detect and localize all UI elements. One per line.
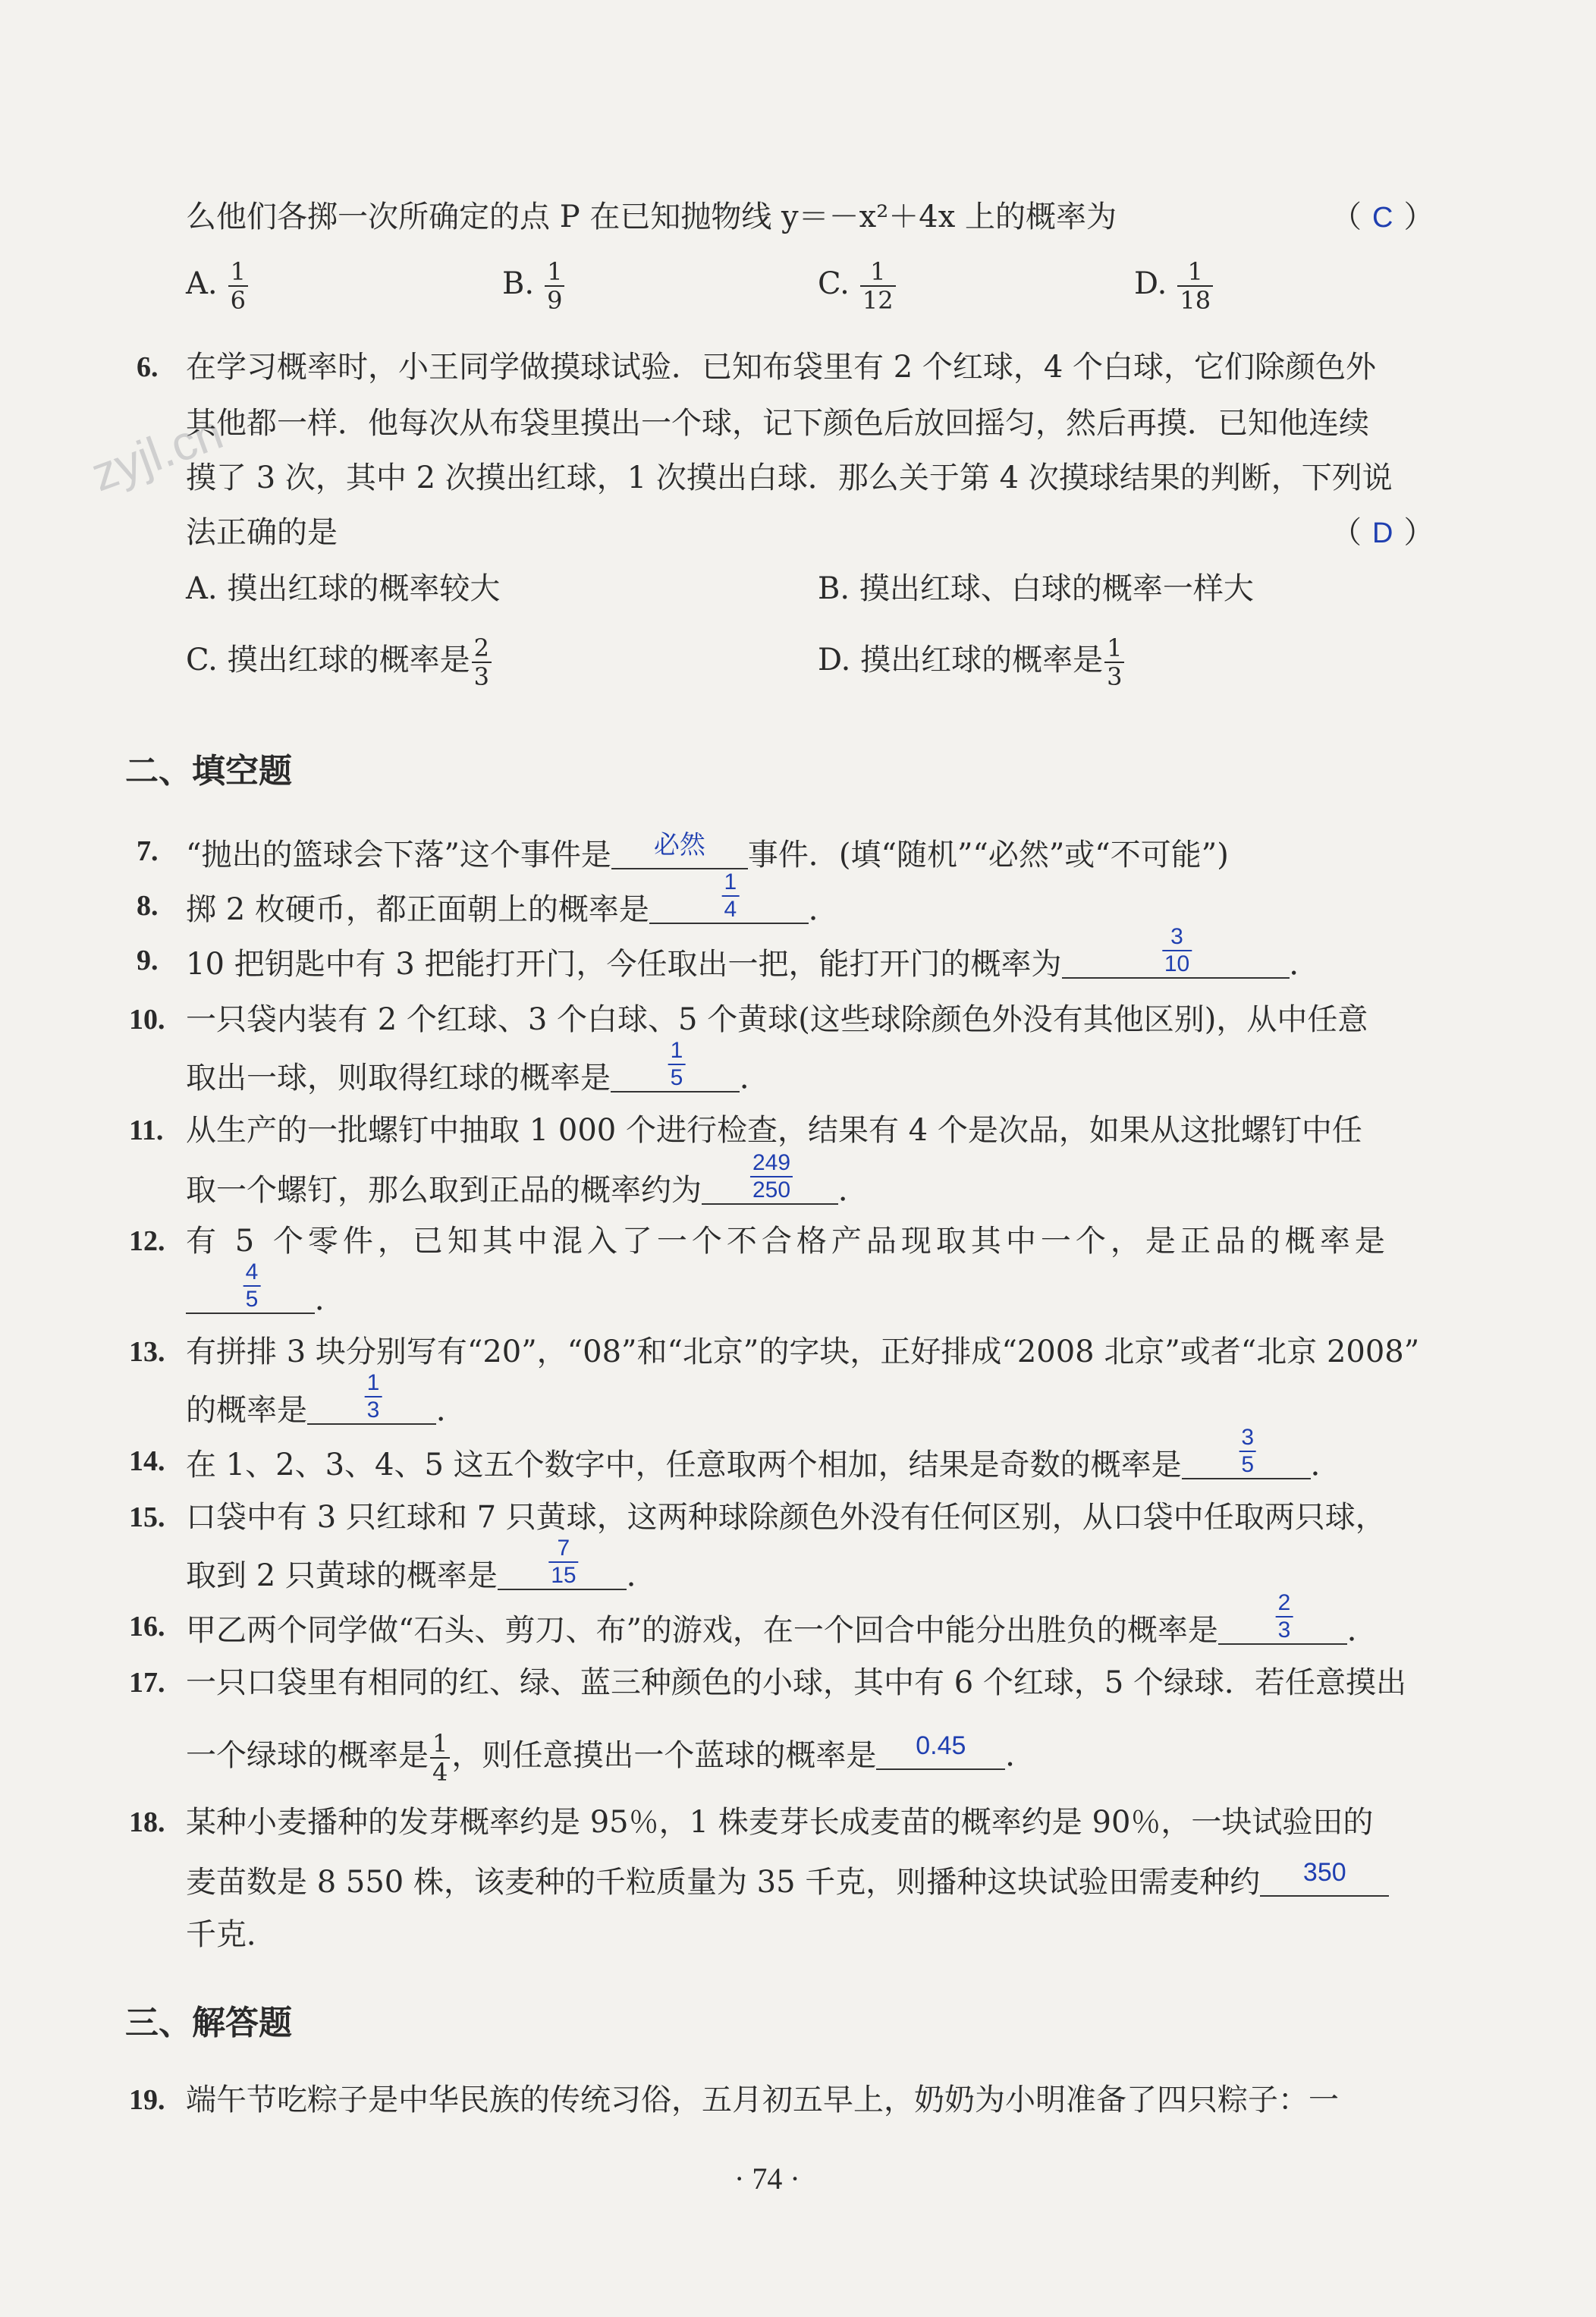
q14-number: 14.	[129, 1445, 165, 1477]
q6-number: 6.	[137, 351, 159, 383]
q16-blank	[1218, 1590, 1347, 1645]
q12-blank	[186, 1259, 315, 1314]
q16-text: 甲乙两个同学做“石头、剪刀、布”的游戏，在一个回合中能分出胜负的概率是 $\frac{2}{3}$ ．	[186, 1590, 1378, 1648]
q10-blank	[611, 1038, 740, 1092]
q6-option-d: D. 摸出红球的概率是 $\frac{1}{3}$	[818, 634, 1126, 690]
q6-line-2: 其他都一样．他每次从布袋里摸出一个球，记下颜色后放回摇匀，然后再摸．已知他连续	[186, 406, 1369, 441]
q6-answer: D	[1372, 517, 1393, 549]
q17-answer: 0.45	[916, 1731, 966, 1760]
q6-option-c: C. 摸出红球的概率是 $\frac{2}{3}$	[186, 634, 493, 690]
q13-number: 13.	[129, 1336, 165, 1368]
q14-blank	[1182, 1425, 1311, 1479]
q14-answer: $\frac{3}{5}$	[1239, 1425, 1256, 1478]
q11-number: 11.	[129, 1114, 164, 1146]
q17-line-2: 一个绿球的概率是 $\frac{1}{4}$ ，则任意摸出一个蓝球的概率是 0.45 ．	[186, 1730, 1035, 1786]
section-heading-solutions: 三、解答题	[125, 2004, 292, 2042]
q18-line-1: 某种小麦播种的发芽概率约是 95％，1 株麦芽长成麦苗的概率约是 90％，一块试验田的	[186, 1805, 1374, 1840]
q8-text: 掷 2 枚硬币，都正面朝上的概率是 $\frac{1}{4}$ ．	[186, 869, 839, 927]
q11-line-2: 取一个螺钉，那么取到正品的概率约为 $\frac{249}{250}$ ．	[186, 1150, 869, 1208]
q18-number: 18.	[129, 1806, 165, 1838]
q12-line-2: $\frac{4}{5}$ ．	[186, 1275, 345, 1321]
q6-line-1: 在学习概率时，小王同学做摸球试验．已知布袋里有 2 个红球，4 个白球，它们除颜色外	[186, 350, 1377, 385]
q8-number: 8.	[137, 890, 159, 922]
q9-answer: $\frac{3}{10}$	[1162, 924, 1192, 977]
q10-line-2: 取出一球，则取得红球的概率是 $\frac{1}{5}$ ．	[186, 1038, 770, 1096]
q6-line-3: 摸了 3 次，其中 2 次摸出红球，1 次摸出白球．那么关于第 4 次摸球结果的判断，下列说	[186, 461, 1393, 495]
q14-text: 在 1、2、3、4、5 这五个数字中，任意取两个相加，结果是奇数的概率是 $\frac{3}{5}$ ．	[186, 1425, 1341, 1482]
q19-number: 19.	[129, 2084, 165, 2116]
q6-option-a: A. 摸出红球的概率较大	[186, 571, 501, 606]
q13-line-2: 的概率是 $\frac{1}{3}$ ．	[186, 1370, 467, 1428]
section-heading-fill-in: 二、填空题	[125, 752, 292, 791]
q8-blank	[649, 869, 809, 924]
q10-number: 10.	[129, 1004, 165, 1036]
q5-option-c: C. $\frac{1}{12}$	[818, 258, 897, 314]
q15-answer: $\frac{7}{15}$	[548, 1536, 578, 1589]
q15-number: 15.	[129, 1501, 165, 1533]
q6-answer-paren: （ D ）	[1331, 515, 1434, 550]
q12-number: 12.	[129, 1225, 165, 1257]
q13-answer: $\frac{1}{3}$	[365, 1370, 382, 1423]
q18-line-3: 千克．	[186, 1917, 277, 1952]
q13-line-1: 有拼排 3 块分别写有“20”，“08”和“北京”的字块，正好排成“2008 北京”或者“北京 2008”	[186, 1335, 1420, 1369]
q11-blank	[702, 1150, 838, 1205]
q15-blank	[498, 1536, 627, 1590]
q8-answer: $\frac{1}{4}$	[722, 869, 740, 923]
q5-answer-paren: （ C ）	[1331, 200, 1434, 234]
q5-option-a: A. $\frac{1}{6}$	[186, 258, 250, 314]
q5-option-b: B. $\frac{1}{9}$	[502, 258, 566, 314]
q15-line-1: 口袋中有 3 只红球和 7 只黄球，这两种球除颜色外没有任何区别，从口袋中任取两只球，	[186, 1500, 1386, 1535]
q7-blank	[611, 830, 748, 869]
q5-option-d: D. $\frac{1}{18}$	[1134, 258, 1214, 314]
q17-blank	[876, 1731, 1005, 1770]
q10-line-1: 一只袋内装有 2 个红球、3 个白球、5 个黄球(这些球除颜色外没有其他区别)，从中任意	[186, 1002, 1368, 1037]
q13-blank	[307, 1370, 436, 1425]
page-number: · 74 ·	[734, 2161, 800, 2196]
q11-line-1: 从生产的一批螺钉中抽取 1 000 个进行检查，结果有 4 个是次品，如果从这批螺钉中任	[186, 1113, 1362, 1148]
q10-answer: $\frac{1}{5}$	[668, 1038, 686, 1091]
q16-number: 16.	[129, 1611, 165, 1643]
q17-number: 17.	[129, 1667, 165, 1699]
q15-line-2: 取到 2 只黄球的概率是 $\frac{7}{15}$ ．	[186, 1536, 657, 1593]
q6-line-4: 法正确的是	[186, 515, 338, 550]
q9-number: 9.	[137, 945, 159, 976]
q7-number: 7.	[137, 835, 159, 867]
q17-line-1: 一只口袋里有相同的红、绿、蓝三种颜色的小球，其中有 6 个红球，5 个绿球．若任意摸出	[186, 1665, 1407, 1700]
q12-line-1: 有 5 个零件，已知其中混入了一个不合格产品现取其中一个，是正品的概率是	[186, 1224, 1390, 1259]
q18-blank	[1260, 1857, 1389, 1897]
q9-text: 10 把钥匙中有 3 把能打开门，今任取出一把，能打开门的概率为 $\frac{3}{10}$ ．	[186, 924, 1320, 982]
q19-line-1: 端午节吃粽子是中华民族的传统习俗，五月初五早上，奶奶为小明准备了四只粽子：一	[186, 2083, 1339, 2117]
q18-answer: 350	[1302, 1858, 1346, 1887]
q5-text: 么他们各掷一次所确定的点 P 在已知抛物线 y＝－x²＋4x 上的概率为	[186, 200, 1117, 234]
q16-answer: $\frac{2}{3}$	[1276, 1590, 1293, 1643]
q9-blank	[1062, 924, 1290, 979]
q18-line-2: 麦苗数是 8 550 株，该麦种的千粒质量为 35 千克，则播种这块试验田需麦种约 350	[186, 1857, 1389, 1904]
q12-answer: $\frac{4}{5}$	[243, 1259, 261, 1313]
q7-text: “抛出的篮球会下落”这个事件是 必然 事件．(填“随机”“必然”或“不可能”)	[186, 830, 1229, 876]
q6-option-b: B. 摸出红球、白球的概率一样大	[818, 571, 1254, 606]
q7-answer: 必然	[653, 831, 705, 860]
q5-answer: C	[1372, 202, 1393, 234]
watermark: zyjl.cn	[84, 404, 230, 502]
q11-answer: $\frac{249}{250}$	[750, 1150, 793, 1203]
